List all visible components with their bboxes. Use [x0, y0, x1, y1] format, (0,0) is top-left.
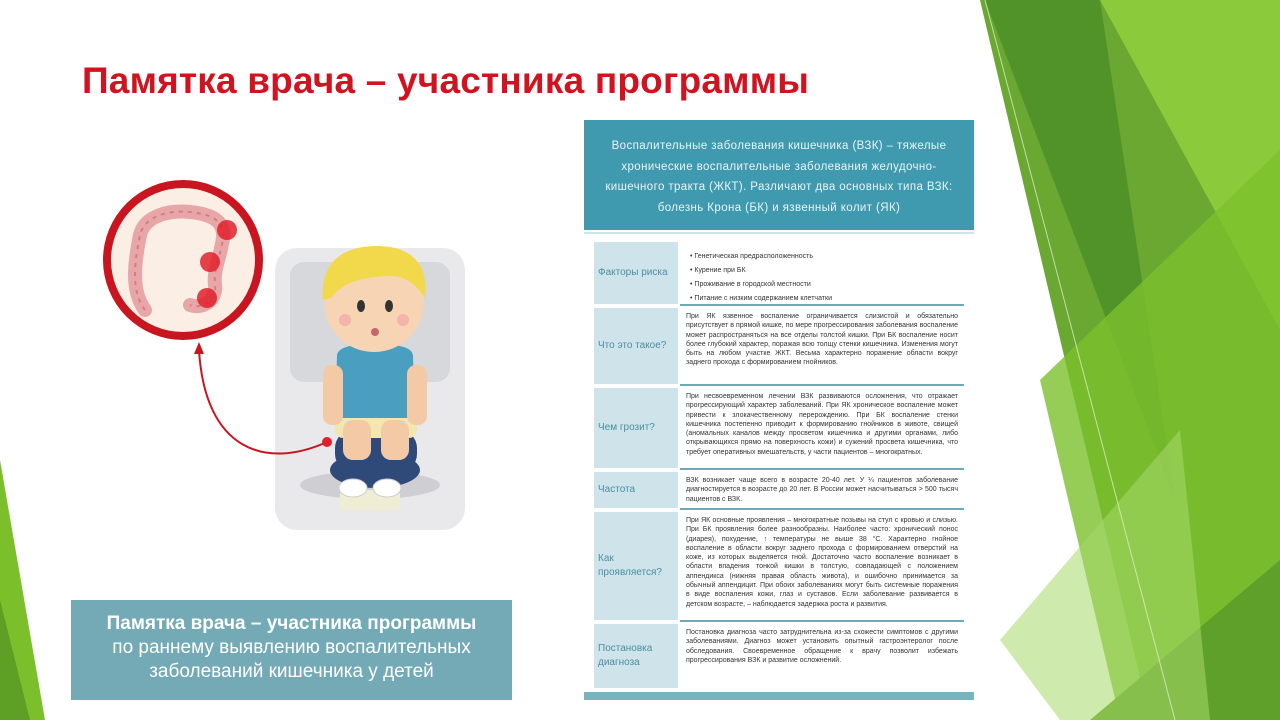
brochure-header: Воспалительные заболевания кишечника (ВЗК) – тяжелые хронические воспалительные заболевания желудочно-кишечного тракта (ЖКТ). Различают два основных типа ВЗК: болезнь Крона (БК) и язвенный колит (ЯК): [584, 120, 974, 230]
list-item: • Генетическая предрасположенность: [690, 250, 958, 264]
row-content: Постановка диагноза часто затруднительна из-за схожести симптомов с другими заболеваниями. Диагноз может установить опытный гастроэнтеролог после обследования. Своевременное обращение к врачу позволит избежать прогрессирования ВЗК и развитие осложнений.: [686, 629, 958, 664]
row-content: ВЗК возникает чаще всего в возрасте 20-40 лет. У ¼ пациентов заболевание диагностируется в возрасте до 20 лет. В России может насчитываться > 500 тысяч пациентов с ВЗК.: [686, 477, 958, 503]
child-figure: [323, 246, 427, 497]
banner-line-3: заболеваний кишечника у детей: [149, 661, 434, 682]
risk-list: [686, 246, 958, 306]
row-label: Чем грозит?: [594, 388, 678, 468]
row-diagnosis: [594, 624, 964, 688]
intestine-icon: [103, 180, 263, 340]
row-label: Как проявляется?: [594, 512, 678, 620]
row-label: Что это такое?: [594, 308, 678, 384]
row-label: Частота: [594, 472, 678, 508]
list-item: • Питание с низким содержанием клетчатки: [690, 292, 958, 306]
program-banner: [71, 600, 512, 700]
row-label: Факторы риска: [594, 242, 678, 304]
banner-line-2: по раннему выявлению воспалительных: [112, 637, 471, 658]
list-item: • Курение при БК: [690, 264, 958, 278]
list-item: • Проживание в городской местности: [690, 278, 958, 292]
row-content: [684, 242, 960, 304]
row-manifestation: [594, 512, 964, 620]
row-content: При ЯК язвенное воспаление ограничивается слизистой и обязательно присутствует в прямой кишке, по мере прогрессирования заболевания воспаление может распространяться на все отделы толстой кишки. При БК воспаление носит более глубокий характер, поражая всю толщу стенки кишечника. Изменения могут быть на любом участке ЖКТ. Весьма характерно поражение области вокруг заднего прохода с формированием гнойников.: [686, 313, 958, 367]
row-content: При ЯК основные проявления – многократные позывы на стул с кровью и слизью. При БК проявления более разнообразны. Наиболее часто: хронический понос (диарея), похудение, ↑ температуры не выше 38 °С. Характерно гнойное воспаление в области вокруг заднего прохода с формированием отверстий на коже, из которых выделяется гной. Достаточно часто воспаление возникает в области впадения тонкой кишки в толстую, совпадающей с положением аппендикса (нижняя правая область живота), и ошибочно принимается за обычный аппендицит. При обоих заболеваниях могут быть системные поражения в виде воспаления кожи, глаз и суставов. Если заболевание развивается в детском возрасте, – наблюдается задержка роста и развития.: [686, 517, 958, 608]
row-risk-factors: [594, 242, 964, 304]
brochure-footer-bar: [584, 692, 974, 700]
row-label: Постановка диагноза: [594, 624, 678, 688]
row-what-is-it: [594, 308, 964, 384]
slide-title: Памятка врача – участника программы: [82, 60, 810, 101]
row-content: При несвоевременном лечении ВЗК развиваются осложнения, что отражает прогрессирующий характер заболеваний. При ЯК хроническое воспаление может привести к злокачественному перерождению. При БК воспаление стенки кишечника постепенно приводит к формированию гнойников в животе, свищей (аномальных каналов между просветом кишечника и другими органами, либо открывающихся прямо на поверхность кожи) и сужений просвета кишечника, что требует оперативных вмешательств, у части пациентов – многократных.: [686, 393, 958, 456]
row-frequency: [594, 472, 964, 508]
banner-line-1: Памятка врача – участника программы: [106, 613, 477, 634]
row-threat: [594, 388, 964, 468]
memo-brochure: [584, 120, 974, 700]
child-on-toilet-illustration: [95, 180, 485, 540]
